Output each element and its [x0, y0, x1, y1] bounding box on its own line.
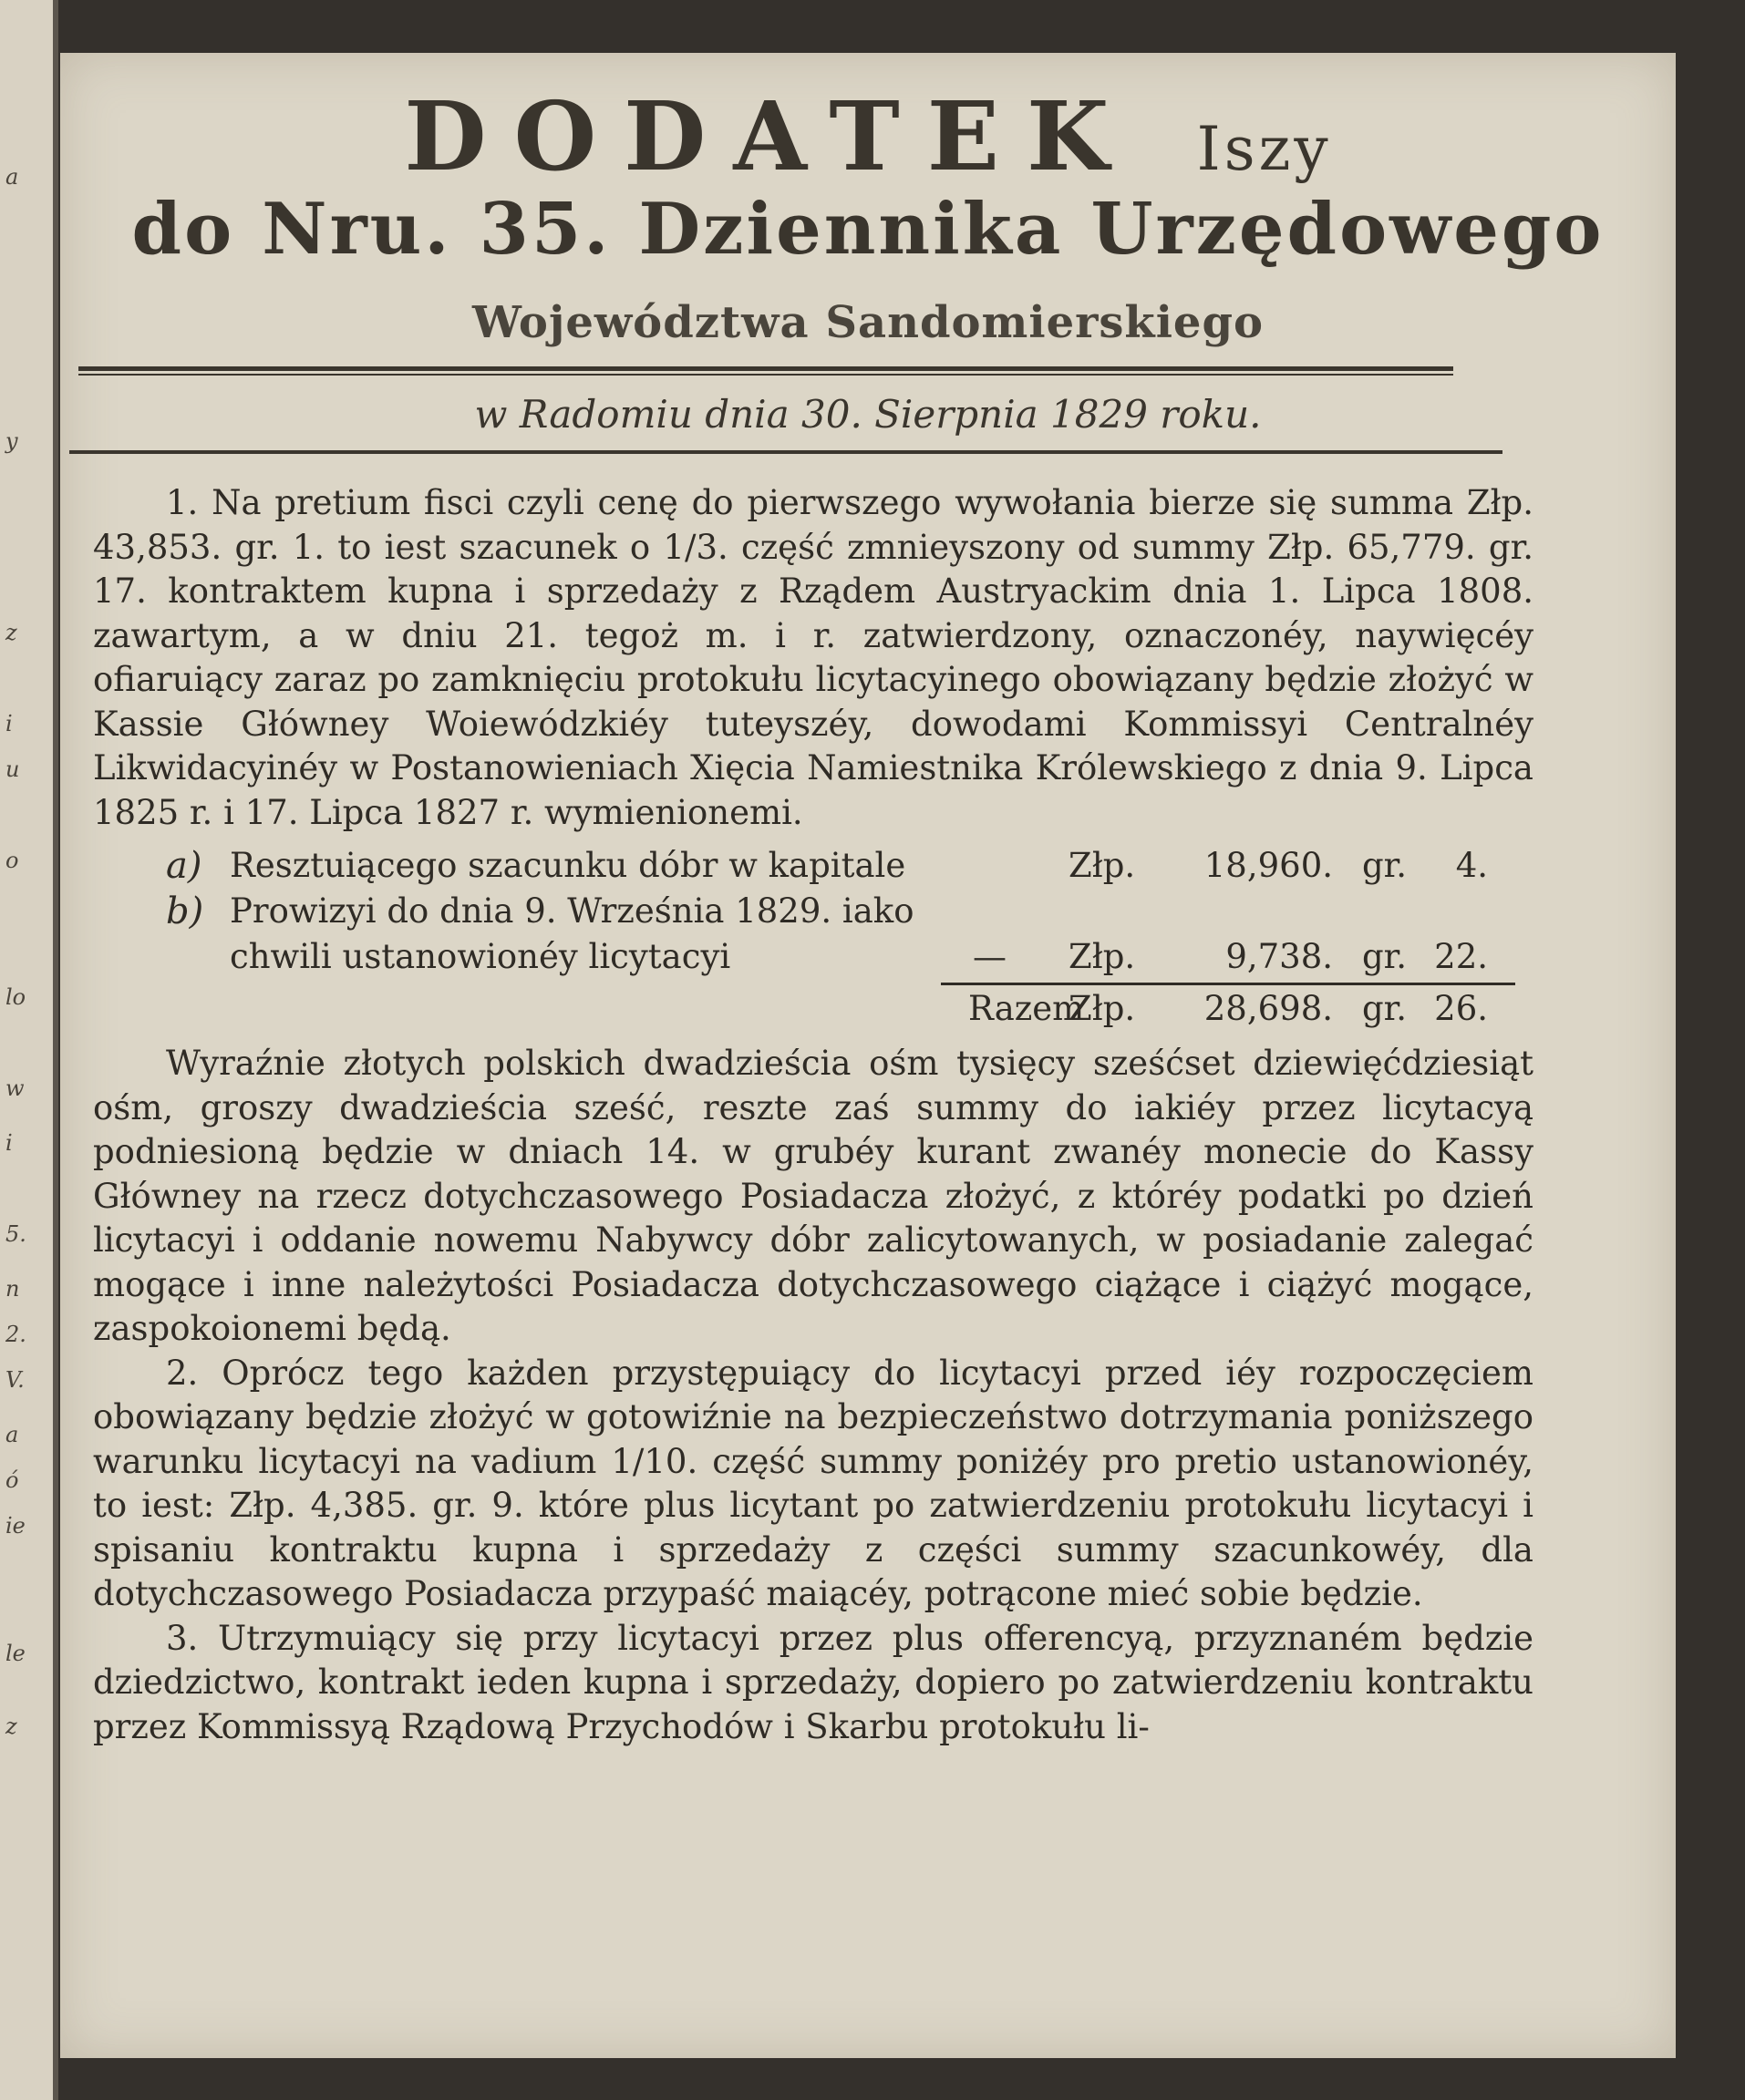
paragraph-2: Wyraźnie złotych polskich dwadzieścia ośm tysięcy sześćset dziewięćdziesiąt ośm, groszy dwadzieścia sześć, reszte zaś summy do iakiéy przez licytacyą podniesioną będzie w dniach 14. w grubéy kurant zwanéy monecie do Kassy Główney na rzecz dotychczasowego Posiadacza złożyć, z któréy podatki po dzień licytacyi i oddanie nowemu Nabywcy dóbr zalicytowanych, w posiadanie zalegać mogące i inne należytości Posiadacza dotychczasowego ciążące i ciążyć mogące, zaspokoionemi będą.: [93, 1044, 1533, 1348]
amount-value: 9,738.: [1225, 937, 1333, 976]
edge-fragment: i: [5, 711, 13, 736]
edge-fragment: a: [5, 164, 19, 190]
edge-fragment: n: [5, 1276, 20, 1302]
document-page: [60, 53, 1676, 2058]
edge-fragment: le: [5, 1641, 26, 1666]
amount-row-b-cont: [93, 935, 1533, 981]
edge-fragment: z: [5, 1714, 17, 1739]
edge-fragment: lo: [5, 984, 26, 1010]
body-text: [93, 481, 1533, 1749]
sum-rule: [941, 983, 1515, 985]
masthead-title: [60, 80, 1676, 192]
edge-fragment: u: [5, 757, 20, 782]
masthead-subtitle: do Nru. 35. Dziennika Urzędowego: [131, 188, 1605, 271]
edge-fragment: a: [5, 1422, 19, 1447]
paragraph-4: 3. Utrzymuiący się przy licytacyi przez plus offerencyą, przyznaném będzie dziedzictwo, kontrakt ieden kupna i sprzedaży, dopiero po zatwierdzeniu kontraktu przez Kommissyą Rządową Przychodów i Skarbu protokułu li-: [93, 1618, 1533, 1746]
paragraph-1: 1. Na pretium fisci czyli cenę do pierwszego wywołania bierze się summa Złp. 43,853. gr. 1. to iest szacunek o 1/3. część zmnieyszony od summy Złp. 65,779. gr. 17. kontraktem kupna i sprzedaży z Rządem Austryackim dnia 1. Lipca 1808. zawartym, a w dniu 21. tegoż m. i r. zatwierdzony, oznaczonéy, naywięcéy ofiaruiący zaraz po zamknięciu protokułu licytacyinego obowiązany będzie złożyć w Kassie Główney Woiewódzkiéy tuteyszéy, dowodami Kommissyi Centralnéy Likwidacyinéy w Postanowieniach Xięcia Namiestnika Królewskiego z dnia 9. Lipca 1825 r. i 17. Lipca 1827 r. wymienionemi.: [93, 483, 1533, 832]
grosze-value: 26.: [1434, 989, 1488, 1028]
left-page-edge: [0, 0, 58, 2100]
grosze-value: 4.: [1455, 846, 1488, 885]
edge-fragment: z: [5, 620, 17, 645]
edge-fragment: ó: [5, 1467, 19, 1493]
edge-fragment: ie: [5, 1513, 26, 1539]
title-text: DODATEK: [404, 80, 1137, 192]
grosze-label: gr.: [1362, 937, 1408, 976]
total-label: Razem: [968, 989, 1085, 1028]
amount-value: 18,960.: [1203, 846, 1333, 885]
masthead-date: w Radomiu dnia 30. Sierpnia 1829 roku.: [474, 392, 1262, 437]
currency-label: Złp.: [1069, 846, 1136, 885]
masthead-province: Województwa Sandomierskiego: [471, 297, 1265, 348]
edge-fragment: w: [5, 1076, 25, 1101]
grosze-label: gr.: [1362, 846, 1408, 885]
amount-row-total: [93, 987, 1533, 1033]
currency-label: Złp.: [1069, 937, 1136, 976]
dash: —: [973, 937, 1007, 976]
edge-fragment: o: [5, 848, 19, 873]
title-suffix: Iszy: [1196, 114, 1332, 184]
grosze-label: gr.: [1362, 989, 1408, 1028]
paragraph-3: 2. Oprócz tego każden przystępuiący do licytacyi przed iéy rozpoczęciem obowiązany będzie złożyć w gotowiźnie na bezpieczeństwo dotrzymania poniższego warunku licytacyi na vadium 1/10. część summy poniżéy pro pretio ustanowionéy, to iest: Złp. 4,385. gr. 9. które plus licytant po zatwierdzeniu protokułu licytacyi i spisaniu kontraktu kupna i sprzedaży z części summy szacunkowéy, dla dotychczasowego Posiadacza przypaść maiącéy, potrącone mieć sobie będzie.: [93, 1353, 1533, 1613]
edge-fragment: 5.: [5, 1221, 26, 1247]
item-mark: b): [166, 890, 204, 932]
edge-fragment: 2.: [5, 1322, 26, 1347]
amount-row-b: [93, 890, 1533, 935]
currency-label: Złp.: [1069, 989, 1136, 1028]
item-description: Resztuiącego szacunku dóbr w kapitale: [230, 846, 906, 885]
edge-fragment: i: [5, 1130, 13, 1156]
amount-list: [93, 844, 1533, 1033]
item-description: Prowizyi do dnia 9. Września 1829. iako: [230, 891, 914, 931]
masthead-rule: [69, 450, 1502, 454]
amount-value: 28,698.: [1203, 989, 1333, 1028]
item-description-cont: chwili ustanowionéy licytacyi: [230, 937, 731, 976]
amount-row-a: [93, 844, 1533, 890]
masthead: [60, 53, 1676, 436]
masthead-rule: [78, 366, 1453, 376]
grosze-value: 22.: [1434, 937, 1488, 976]
edge-fragment: y: [5, 428, 18, 454]
edge-fragment: V.: [5, 1367, 25, 1393]
item-mark: a): [166, 845, 202, 887]
